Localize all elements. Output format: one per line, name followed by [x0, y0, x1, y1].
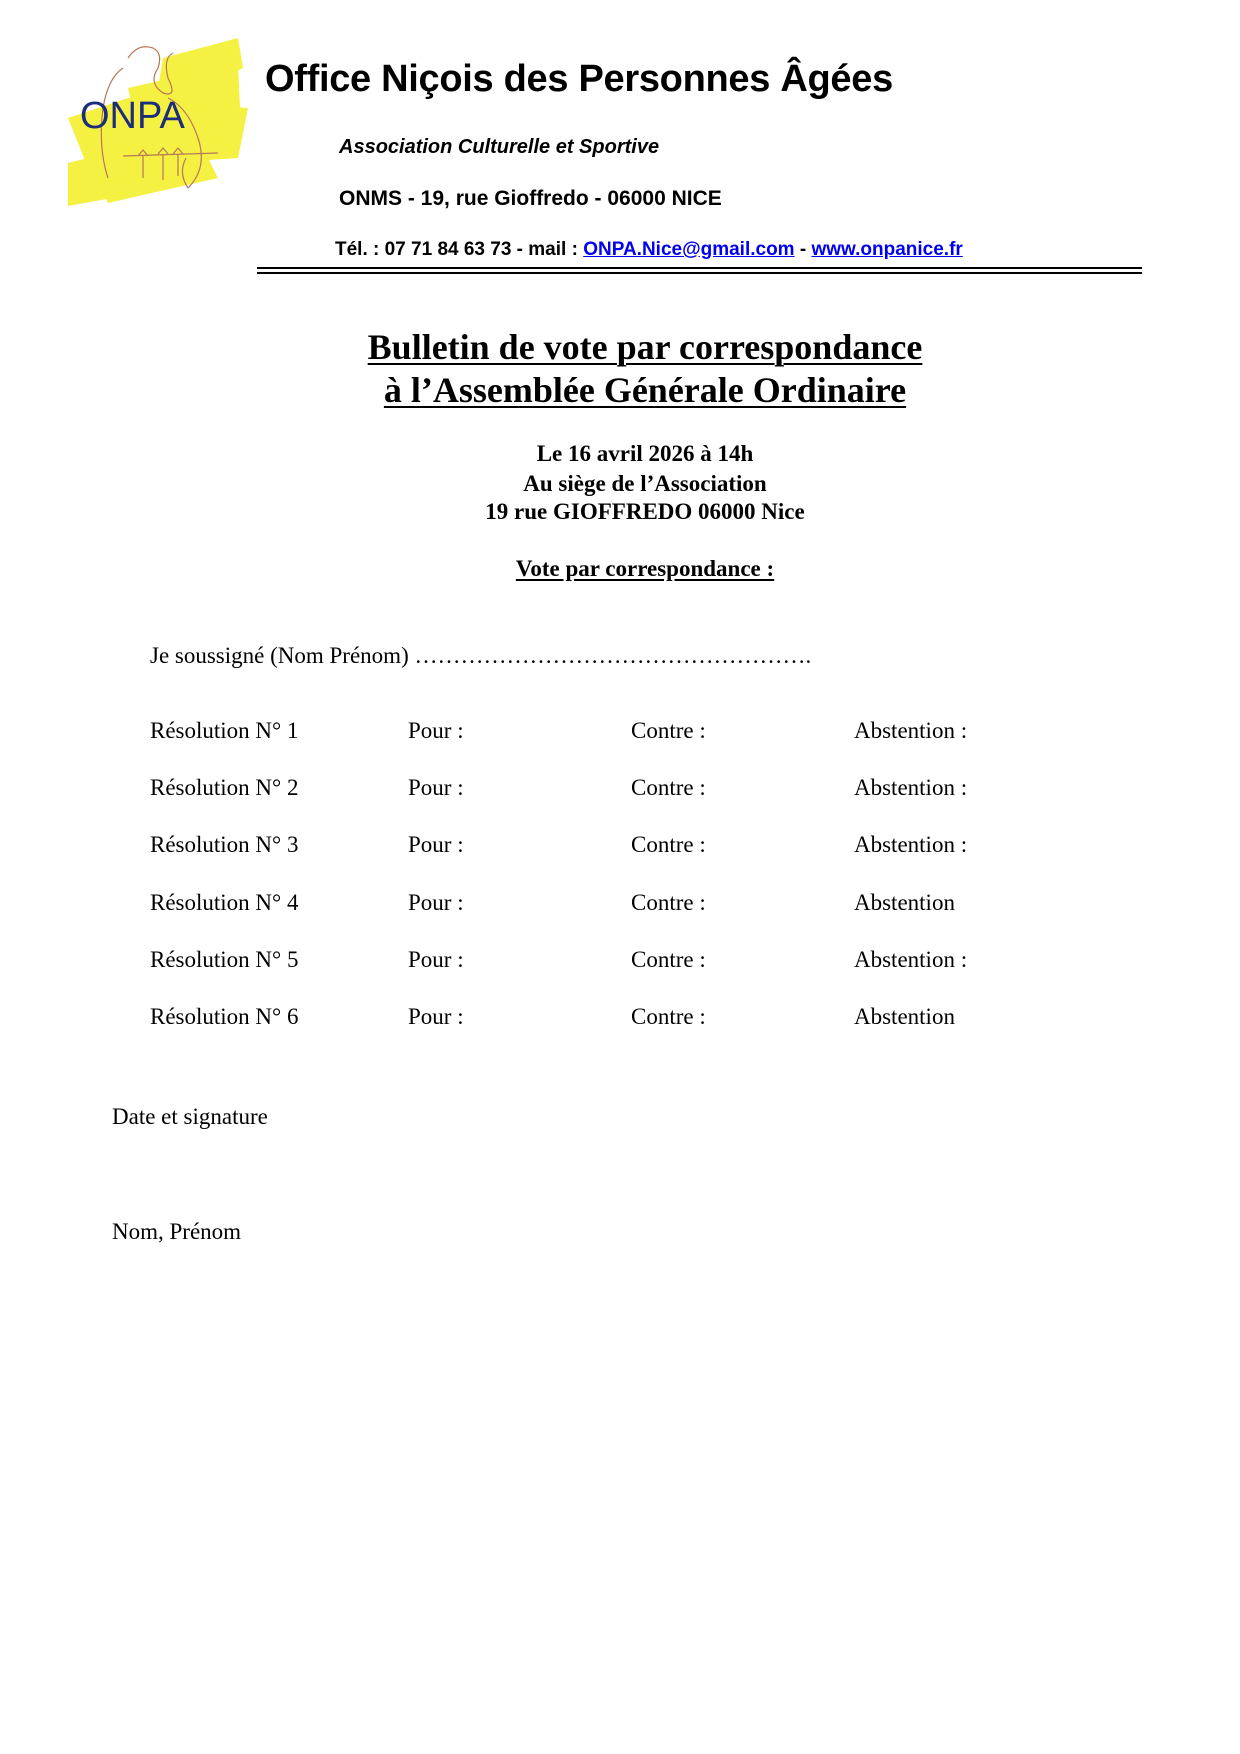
- resolution-label: Résolution N° 6: [150, 1004, 299, 1029]
- website-link[interactable]: www.onpanice.fr: [811, 239, 963, 260]
- resolution-row: [150, 1004, 1050, 1034]
- organization-subtitle: Association Culturelle et Sportive: [339, 136, 660, 158]
- vote-abstention[interactable]: Abstention :: [854, 718, 968, 743]
- vote-abstention[interactable]: Abstention: [854, 1004, 955, 1029]
- svg-text:ONPA: ONPA: [80, 95, 185, 137]
- resolution-label: Résolution N° 5: [150, 947, 299, 972]
- vote-pour[interactable]: Pour :: [408, 890, 464, 915]
- organization-title: Office Niçois des Personnes Âgées: [265, 58, 893, 100]
- name-label: Nom, Prénom: [112, 1219, 242, 1244]
- resolution-row: [150, 890, 1050, 920]
- vote-contre[interactable]: Contre :: [631, 890, 706, 915]
- vote-pour[interactable]: Pour :: [408, 775, 464, 800]
- meeting-date: Le 16 avril 2026 à 14h: [536, 441, 754, 466]
- resolution-row: [150, 718, 1050, 748]
- resolution-label: Résolution N° 3: [150, 832, 299, 857]
- vote-pour[interactable]: Pour :: [408, 718, 464, 743]
- meeting-place: Au siège de l’Association: [523, 471, 767, 496]
- vote-contre[interactable]: Contre :: [631, 775, 706, 800]
- header-divider-bottom: [257, 272, 1142, 274]
- vote-contre[interactable]: Contre :: [631, 718, 706, 743]
- vote-abstention[interactable]: Abstention :: [854, 832, 968, 857]
- document-title-line1: Bulletin de vote par correspondance: [367, 327, 923, 367]
- vote-contre[interactable]: Contre :: [631, 1004, 706, 1029]
- contact-separator: -: [794, 239, 812, 260]
- vote-contre[interactable]: Contre :: [631, 832, 706, 857]
- resolution-label: Résolution N° 2: [150, 775, 299, 800]
- phone-label: Tél. : 07 71 84 63 73 - mail :: [335, 239, 584, 260]
- undersigned-field[interactable]: Je soussigné (Nom Prénom) …………………………………………….: [150, 643, 812, 668]
- resolution-row: [150, 947, 1050, 977]
- organization-address: ONMS - 19, rue Gioffredo - 06000 NICE: [339, 187, 722, 210]
- vote-abstention[interactable]: Abstention :: [854, 775, 968, 800]
- date-signature-label: Date et signature: [112, 1104, 268, 1129]
- header-divider-top: [257, 267, 1142, 269]
- resolution-row: [150, 775, 1050, 805]
- onpa-logo-icon: [68, 38, 248, 206]
- vote-contre[interactable]: Contre :: [631, 947, 706, 972]
- resolution-label: Résolution N° 1: [150, 718, 299, 743]
- vote-pour[interactable]: Pour :: [408, 1004, 464, 1029]
- vote-pour[interactable]: Pour :: [408, 832, 464, 857]
- organization-contact: [335, 239, 963, 261]
- resolution-row: [150, 832, 1050, 862]
- vote-abstention[interactable]: Abstention :: [854, 947, 968, 972]
- email-link[interactable]: ONPA.Nice@gmail.com: [583, 239, 795, 260]
- meeting-address: 19 rue GIOFFREDO 06000 Nice: [485, 499, 805, 524]
- document-title-line2: à l’Assemblée Générale Ordinaire: [383, 370, 907, 410]
- vote-pour[interactable]: Pour :: [408, 947, 464, 972]
- resolution-label: Résolution N° 4: [150, 890, 299, 915]
- vote-heading: Vote par correspondance :: [515, 556, 775, 581]
- vote-abstention[interactable]: Abstention: [854, 890, 955, 915]
